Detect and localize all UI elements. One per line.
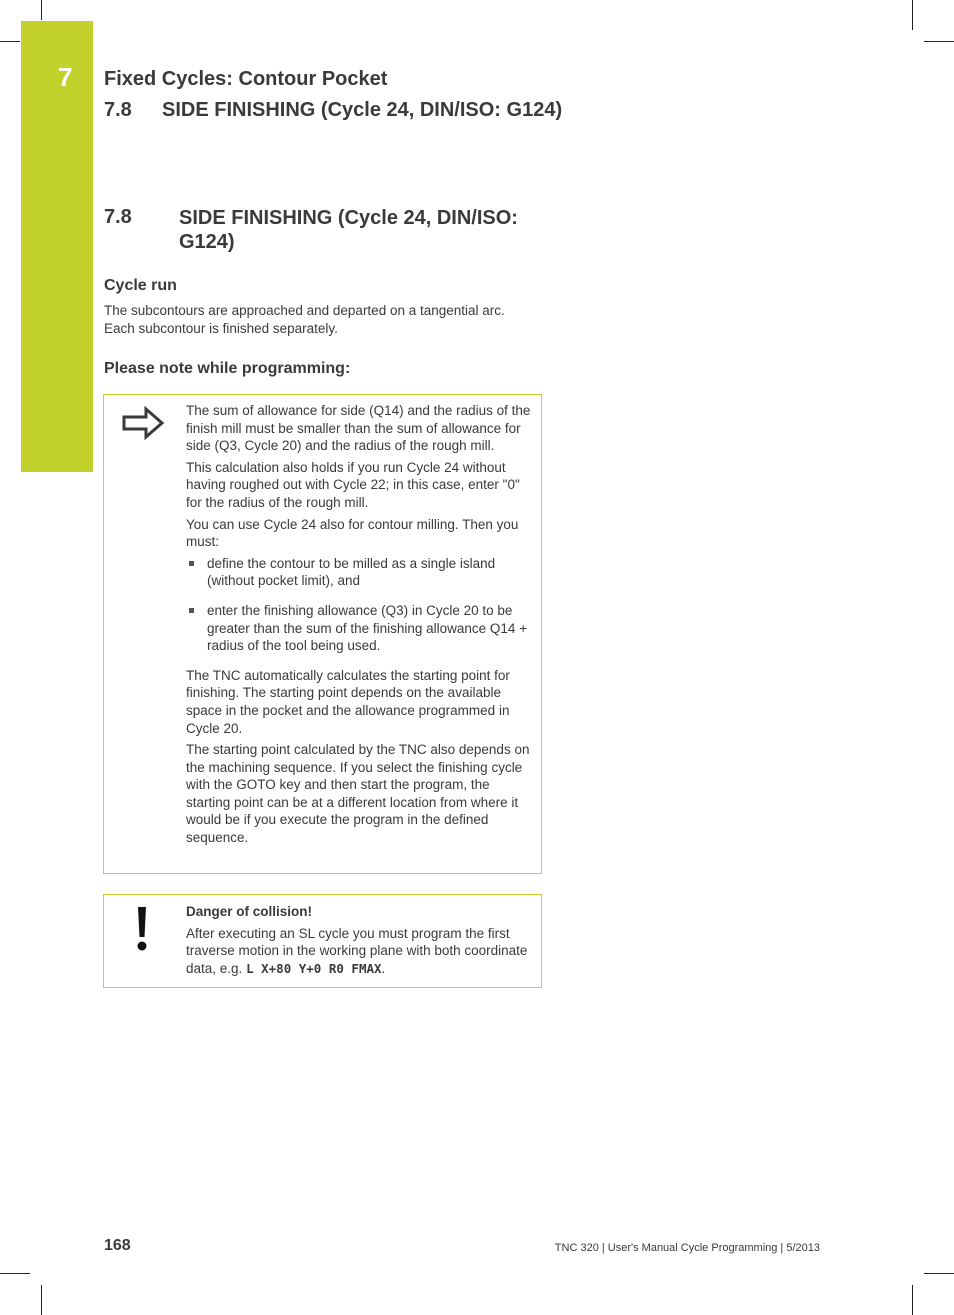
warning-content — [186, 903, 536, 977]
bullet-icon — [189, 608, 194, 613]
note-paragraph: The starting point calculated by the TNC also depends on the machining sequence. If you select the finishing cycle with the GOTO key and then start the program, the starting point can be at a different location from where it would be if you execute the program in the defined sequence. — [186, 742, 530, 846]
warning-body: After executing an SL cycle you must program the first traverse motion in the working plane with both coordinate data, e.g. — [186, 925, 528, 976]
arrow-right-icon — [122, 405, 166, 441]
cycle-run-line: Each subcontour is finished separately. — [104, 321, 338, 336]
running-section-title: SIDE FINISHING (Cycle 24, DIN/ISO: G124) — [162, 99, 563, 121]
list-item — [186, 602, 536, 655]
running-section-header — [104, 99, 562, 122]
note-bullet-list — [186, 555, 536, 655]
note-box — [103, 394, 542, 874]
bullet-icon — [189, 561, 194, 566]
note-paragraph: The sum of allowance for side (Q14) and the radius of the finish mill must be smaller than the sum of allowance for side (Q3, Cycle 20) and the radius of the rough mill. — [186, 403, 531, 454]
crop-mark — [924, 1273, 954, 1274]
chapter-title: Fixed Cycles: Contour Pocket — [104, 68, 388, 90]
cycle-run-line: The subcontours are approached and departed on a tangential arc. — [104, 303, 505, 318]
chapter-number: 7 — [58, 62, 73, 92]
crop-mark — [0, 1273, 30, 1274]
section-number: 7.8 — [104, 206, 132, 228]
page-number: 168 — [104, 1237, 131, 1254]
warning-title: Danger of collision! — [186, 904, 313, 919]
warning-text — [186, 925, 536, 978]
cycle-run-text — [104, 302, 544, 338]
section-title: SIDE FINISHING (Cycle 24, DIN/ISO: G124) — [179, 207, 518, 253]
running-section-number: 7.8 — [104, 99, 132, 121]
crop-mark — [912, 1285, 913, 1315]
list-item — [186, 555, 536, 590]
crop-mark — [0, 41, 20, 42]
list-item-text: enter the finishing allowance (Q3) in Cycle 20 to be greater than the sum of the finishing allowance Q14 + radius of the tool being used. — [207, 602, 528, 654]
warning-box — [103, 894, 542, 988]
note-heading: Please note while programming: — [104, 360, 351, 377]
code-snippet: L X+80 Y+0 R0 FMAX — [246, 960, 382, 976]
cycle-run-heading: Cycle run — [104, 277, 177, 294]
doc-info: TNC 320 | User's Manual Cycle Programming | 5/2013 — [554, 1242, 820, 1254]
note-paragraph: The TNC automatically calculates the starting point for finishing. The starting point depends on the available space in the pocket and the allowance programmed in Cycle 20. — [186, 667, 510, 736]
crop-mark — [912, 0, 913, 30]
note-paragraph: This calculation also holds if you run Cycle 24 without having roughed out with Cycle 22; in this case, enter "0" for the radius of the rough mill. — [186, 459, 520, 510]
section-heading — [104, 206, 544, 254]
warning-end: . — [381, 960, 386, 976]
list-item-text: define the contour to be milled as a single island (without pocket limit), and — [207, 555, 496, 589]
note-content — [186, 402, 536, 851]
crop-mark — [41, 0, 42, 20]
chapter-tab — [21, 21, 93, 472]
crop-mark — [41, 1285, 42, 1315]
note-paragraph: You can use Cycle 24 also for contour milling. Then you must: — [186, 516, 519, 550]
crop-mark — [924, 41, 954, 42]
exclamation-icon — [134, 905, 150, 953]
